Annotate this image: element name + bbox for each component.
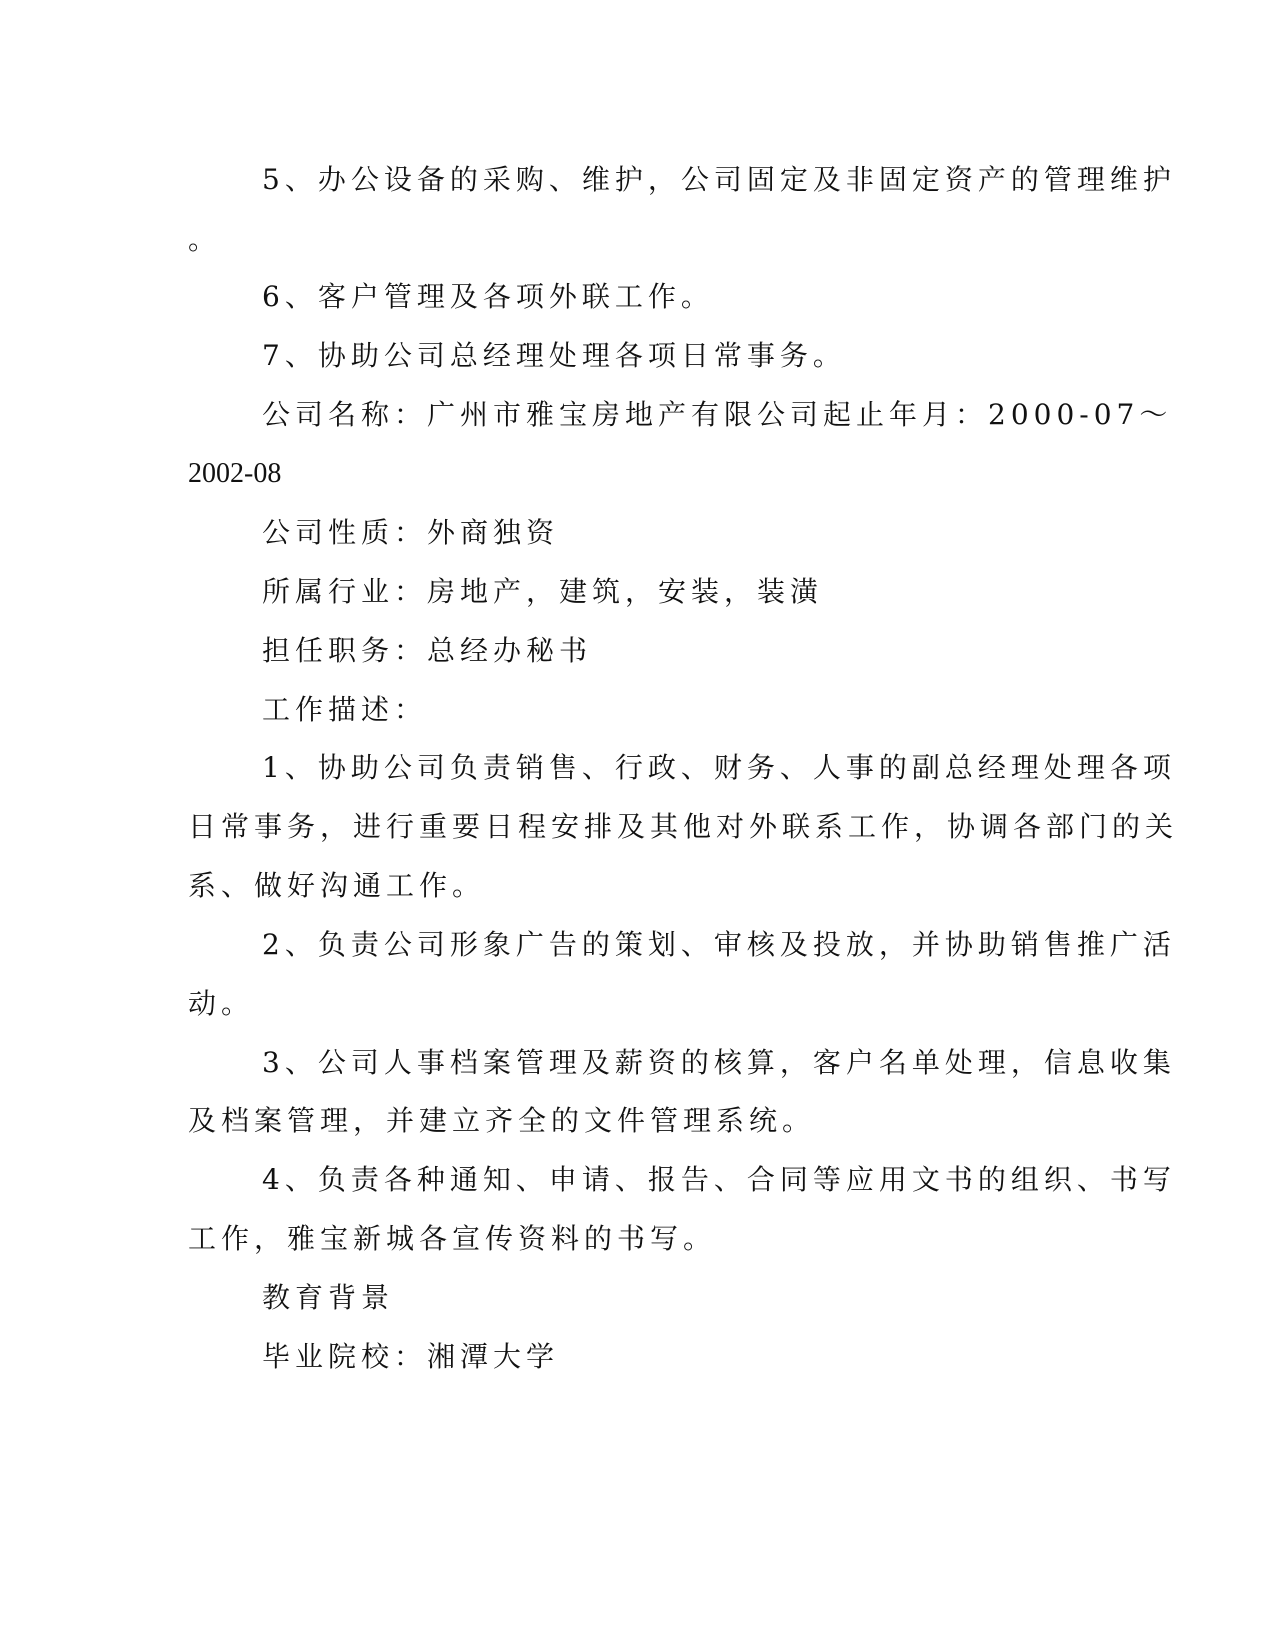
text-line: 3、公司人事档案管理及薪资的核算，客户名单处理，信息收集	[262, 1046, 1176, 1079]
text-line: 所属行业：房地产，建筑，安装，装潢	[262, 575, 824, 608]
text-line: 日常事务，进行重要日程安排及其他对外联系工作，协调各部门的关	[188, 810, 1179, 843]
text-line: 2002-08	[188, 458, 282, 489]
text-line: 公司名称：广州市雅宝房地产有限公司起止年月：2000-07～	[262, 398, 1173, 431]
text-line: 。	[188, 223, 222, 256]
text-line: 5、办公设备的采购、维护，公司固定及非固定资产的管理维护	[262, 163, 1176, 196]
text-line: 系、做好沟通工作。	[188, 869, 486, 902]
text-line: 工作描述：	[262, 693, 428, 726]
text-line: 工作，雅宝新城各宣传资料的书写。	[188, 1222, 717, 1255]
text-line: 7、协助公司总经理处理各项日常事务。	[262, 339, 846, 372]
text-line: 毕业院校：湘潭大学	[262, 1340, 560, 1373]
text-line: 4、负责各种通知、申请、报告、合同等应用文书的组织、书写	[262, 1163, 1176, 1196]
text-line: 动。	[188, 987, 255, 1020]
text-line: 及档案管理，并建立齐全的文件管理系统。	[188, 1104, 816, 1137]
section-heading: 教育背景	[262, 1281, 395, 1314]
text-line: 2、负责公司形象广告的策划、审核及投放，并协助销售推广活	[262, 928, 1176, 961]
text-line: 担任职务：总经办秘书	[262, 634, 593, 667]
text-line: 6、客户管理及各项外联工作。	[262, 280, 714, 313]
text-line: 公司性质：外商独资	[262, 516, 560, 549]
text-line: 1、协助公司负责销售、行政、财务、人事的副总经理处理各项	[262, 751, 1176, 784]
